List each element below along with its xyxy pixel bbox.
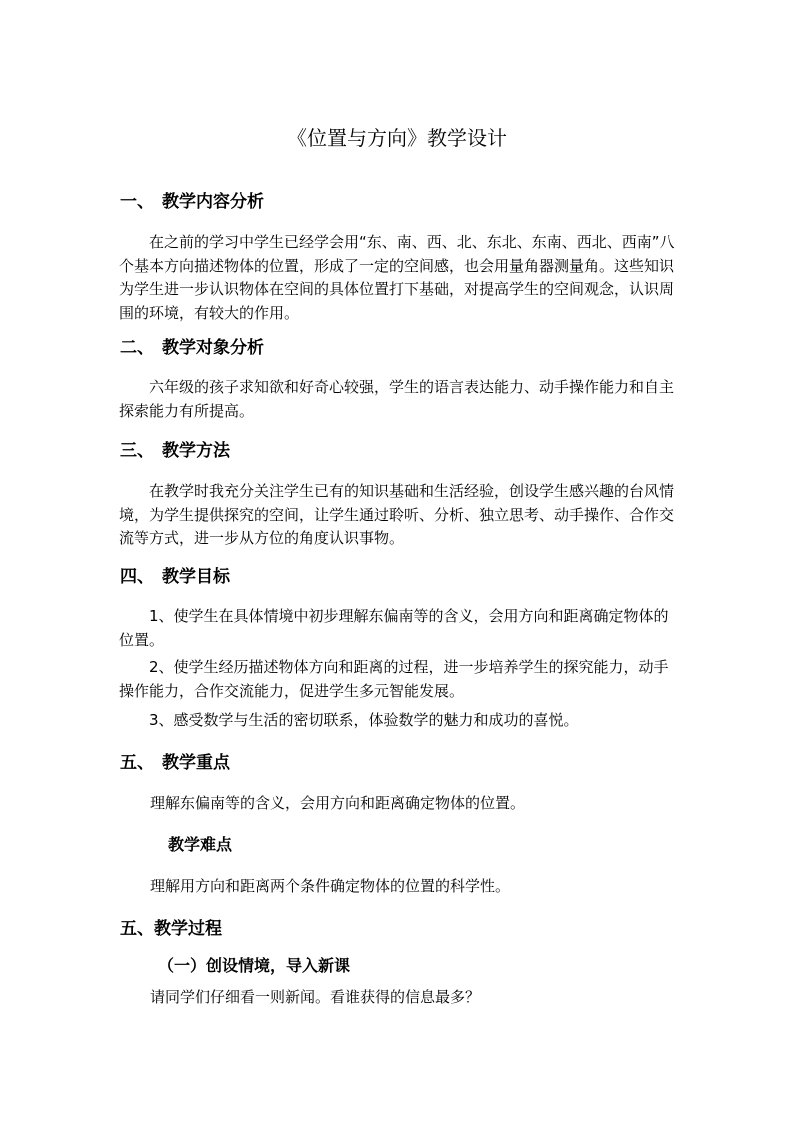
section-title: 教学重点: [162, 753, 230, 773]
goal-item-2: 2、使学生经历描述物体方向和距离的过程，进一步培养学生的探究能力，动手操作能力，合作交流能力，促进学生多元智能发展。: [119, 658, 669, 700]
section-heading-audience-analysis: [120, 337, 264, 359]
paragraph-audience-analysis: 六年级的孩子求知欲和好奇心较强，学生的语言表达能力、动手操作能力和自主探索能力有所提高。: [119, 378, 675, 420]
section-heading-key-points: [120, 752, 230, 774]
paragraph-teaching-methods: 在教学时我充分关注学生已有的知识基础和生活经验，创设学生感兴趣的台风情境，为学生提供探究的空间，让学生通过聆听、分析、独立思考、动手操作、合作交流等方式，进一步从方位的角度认识事物。: [119, 482, 675, 547]
section-title: 教学对象分析: [162, 338, 264, 358]
section-number: 二、: [120, 338, 154, 358]
paragraph-difficulty: 理解用方向和距离两个条件确定物体的位置的科学性。: [150, 877, 511, 895]
section-number: 五、: [120, 753, 154, 773]
goal-item-3: 3、感受数学与生活的密切联系，体验数学的魅力和成功的喜悦。: [149, 711, 579, 729]
section-heading-teaching-methods: [120, 440, 230, 462]
section-number: 三、: [120, 441, 154, 461]
goal-item-1: 1、使学生在具体情境中初步理解东偏南等的含义，会用方向和距离确定物体的位置。: [119, 607, 669, 649]
paragraph-content-analysis: 在之前的学习中学生已经学会用“东、南、西、北、东北、东南、西北、西南”八个基本方向描述物体的位置，形成了一定的空间感，也会用量角器测量角。这些知识为学生进一步认识物体在空间的具体位置打下基础，对提高学生的空间观念，认识周围的环境，有较大的作用。: [119, 233, 675, 322]
difficulty-heading: 教学难点: [168, 835, 233, 854]
section-heading-teaching-process: 五、教学过程: [120, 919, 222, 939]
section-number: 一、: [120, 192, 154, 212]
section-heading-content-analysis: [120, 191, 264, 213]
section-number: 四、: [120, 567, 154, 587]
document-title: 《位置与方向》教学设计: [287, 126, 507, 150]
section-title: 教学内容分析: [162, 192, 264, 212]
paragraph-process-1: 请同学们仔细看一则新闻。看谁获得的信息最多？: [150, 988, 481, 1006]
section-heading-teaching-goals: [120, 566, 230, 588]
process-subheading-1: （一）创设情境，导入新课: [158, 956, 351, 975]
paragraph-key-points: 理解东偏南等的含义，会用方向和距离确定物体的位置。: [150, 794, 526, 812]
section-title: 教学目标: [162, 567, 230, 587]
section-title: 教学方法: [162, 441, 230, 461]
